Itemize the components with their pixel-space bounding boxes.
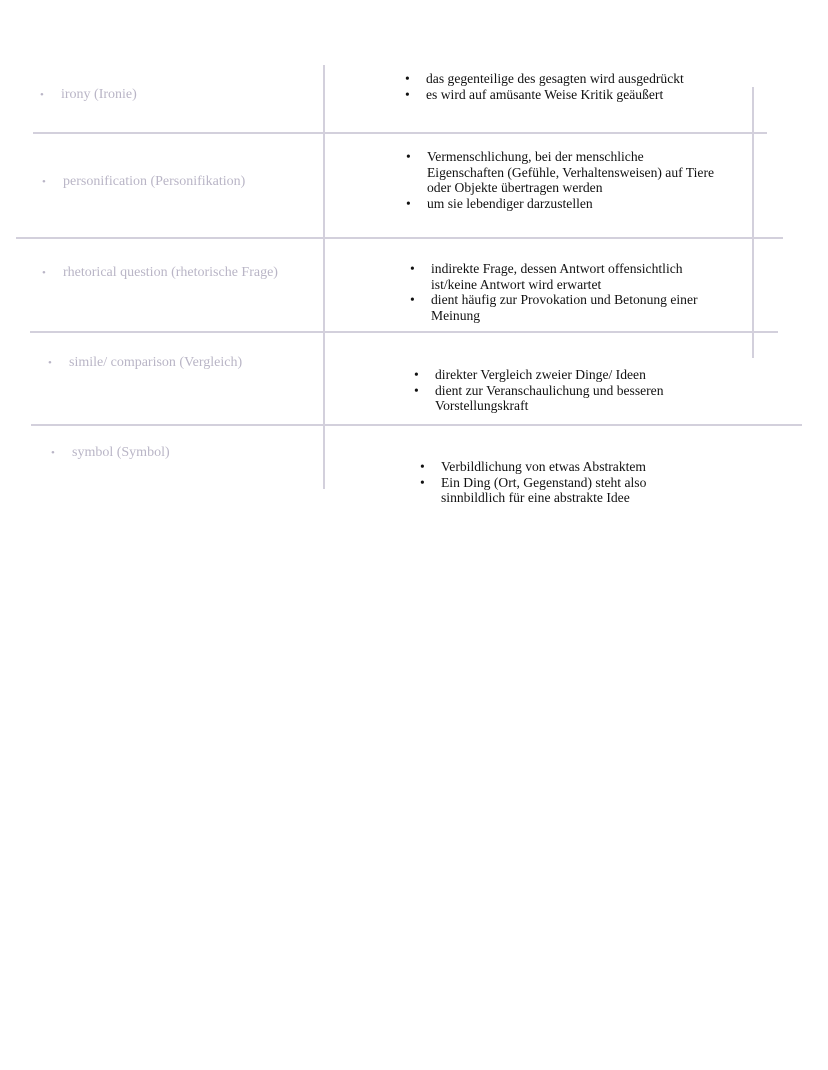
- row-divider: [30, 331, 778, 333]
- definition-point: • Vermenschlichung, bei der menschliche Eigenschaften (Gefühle, Verhaltensweisen) auf Tiere oder Objekte übertragen werden: [427, 149, 714, 196]
- row-divider: [33, 132, 767, 134]
- definition-personification: [427, 149, 714, 211]
- definition-simile: [435, 367, 664, 414]
- definition-point: • es wird auf amüsante Weise Kritik geäußert: [426, 87, 684, 103]
- term-simile: [48, 355, 243, 371]
- bullet-icon: •: [51, 447, 55, 459]
- row-divider: [16, 237, 783, 239]
- bullet-icon: •: [40, 89, 44, 101]
- term-label: irony (Ironie): [61, 87, 137, 102]
- row-divider: [31, 424, 802, 426]
- term-rhetorical-question: [42, 265, 278, 281]
- definition-point: • um sie lebendiger darzustellen: [427, 196, 714, 212]
- definition-point: • Verbildlichung von etwas Abstraktem: [441, 459, 646, 475]
- definition-point: • indirekte Frage, dessen Antwort offensichtlich ist/keine Antwort wird erwartet: [431, 261, 698, 292]
- definition-point: • Ein Ding (Ort, Gegenstand) steht also sinnbildlich für eine abstrakte Idee: [441, 475, 646, 506]
- term-label: personification (Personifikation): [63, 174, 246, 189]
- right-border-line: [752, 87, 754, 358]
- definition-point: • direkter Vergleich zweier Dinge/ Ideen: [435, 367, 664, 383]
- definition-point: • dient zur Veranschaulichung und besseren Vorstellungskraft: [435, 383, 664, 414]
- term-label: rhetorical question (rhetorische Frage): [63, 265, 278, 280]
- definition-irony: [426, 71, 684, 102]
- term-label: symbol (Symbol): [72, 445, 170, 460]
- bullet-icon: •: [42, 267, 46, 279]
- definition-point: • das gegenteilige des gesagten wird ausgedrückt: [426, 71, 684, 87]
- definition-rhetorical-question: [431, 261, 698, 323]
- term-label: simile/ comparison (Vergleich): [69, 355, 243, 370]
- term-personification: [42, 174, 246, 190]
- bullet-icon: •: [48, 357, 52, 369]
- definition-symbol: [441, 459, 646, 506]
- definition-point: • dient häufig zur Provokation und Betonung einer Meinung: [431, 292, 698, 323]
- term-irony: [40, 87, 137, 103]
- bullet-icon: •: [42, 176, 46, 188]
- term-symbol: [51, 445, 170, 461]
